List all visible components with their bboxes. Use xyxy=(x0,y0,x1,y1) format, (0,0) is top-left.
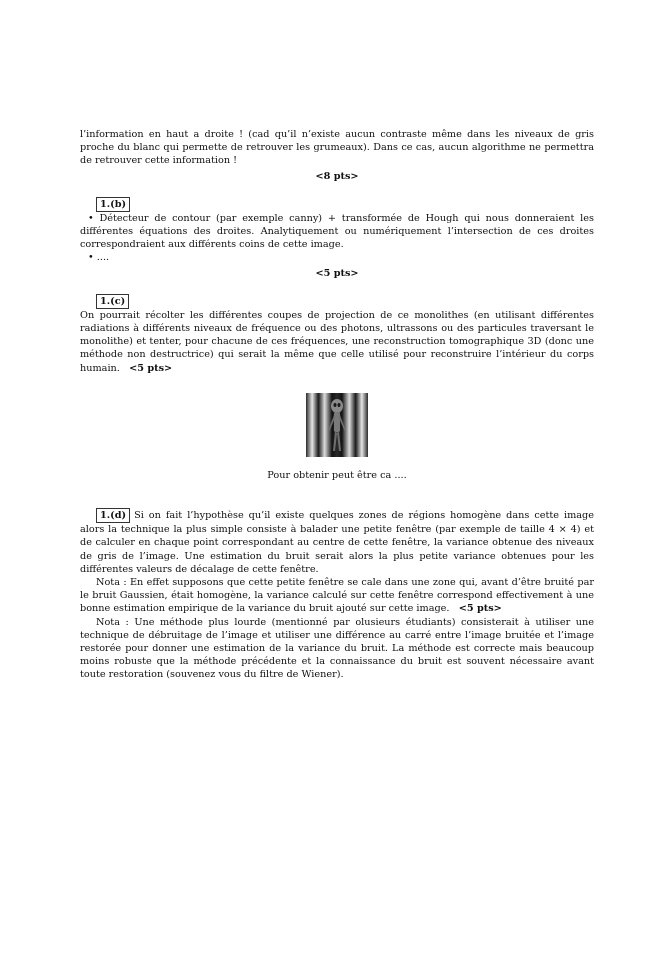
section-d-points: <5 pts> xyxy=(458,603,502,615)
section-d-text-1: Si on fait l’hypothèse qu’il existe quelques zones de régions homogène dans cette image alors la technique la plus simple consiste à balader une petite fenêtre (par exemple de taille 4 × 4) et de calculer en chaque point correspondant au centre de cette fenêtre, la variance obtenue des niveaux de gris de l’image. Une estimation du bruit serait alors la plus petite variance obtenues pour les différentes valeurs de décalage de cette fenêtre. xyxy=(80,510,594,575)
section-c-text: On pourrait récolter les différentes coupes de projection de ce monolithes (en utilisant différentes radiations à différents niveaux de fréquence ou des photons, ultrassons ou des particules traversant le monolithe) et tenter, pour chacune de ces fréquences, une reconstruction tomographique 3D (donc une méthode non destructrice) qui serait la même que celle utilisé pour reconstruire l’intérieur du corps humain. xyxy=(80,309,594,374)
section-b-points: <5 pts> xyxy=(315,267,359,279)
section-b-bullet-1: • Détecteur de contour (par exemple canny) + transformée de Hough qui nous donneraient les différentes équations des droites. Analytiquement ou numériquement l’intersection de ces droites correspondraient aux différents coins de cette image. xyxy=(80,212,594,251)
figure-caption: Pour obtenir peut être ca .... xyxy=(267,470,407,482)
alien-silhouette-icon xyxy=(306,393,368,457)
intro-points: <8 pts> xyxy=(315,170,359,182)
section-c-label: 1.(c) xyxy=(96,294,129,309)
section-d-paragraph-2 xyxy=(80,576,594,616)
document-page xyxy=(80,128,594,682)
tomography-figure xyxy=(80,393,594,482)
intro-paragraph: l’information en haut a droite ! (cad qu’il n’existe aucun contraste même dans les niveaux de gris proche du blanc qui permette de retrouver les grumeaux). Dans ce cas, aucun algorithme ne permettra de retrouver cette information ! xyxy=(80,129,594,167)
section-b-label: 1.(b) xyxy=(96,197,130,212)
alien-reconstruction-image xyxy=(306,393,368,457)
section-b-bullet-2: • .... xyxy=(88,252,110,264)
section-d-paragraph-3: Nota : Une méthode plus lourde (mentionné par olusieurs étudiants) consisterait à utiliser une technique de débruitage de l’image et utiliser une différence au carré entre l’image bruitée et l’image restorée pour donner une estimation de la variance du bruit. La méthode est correcte mais beaucoup moins robuste que la méthode précédente et la connaissance du bruit est souvent nécessaire avant toute restoration (souvenez vous du filtre de Wiener). xyxy=(80,616,594,681)
section-c-paragraph xyxy=(80,309,594,375)
section-c-points: <5 pts> xyxy=(129,362,173,374)
section-d-text-2: Nota : En effet supposons que cette petite fenêtre se cale dans une zone qui, avant d’être bruité par le bruit Gaussien, était homogène, la variance calculé sur cette fenêtre correspond effectivement à une bonne estimation empirique de la variance du bruit ajouté sur cette image. xyxy=(80,577,594,615)
section-d-label: 1.(d) xyxy=(96,508,130,523)
section-d xyxy=(80,508,594,681)
section-d-paragraph-1 xyxy=(80,508,594,576)
section-b-header xyxy=(96,197,594,212)
section-c-header xyxy=(96,294,594,309)
